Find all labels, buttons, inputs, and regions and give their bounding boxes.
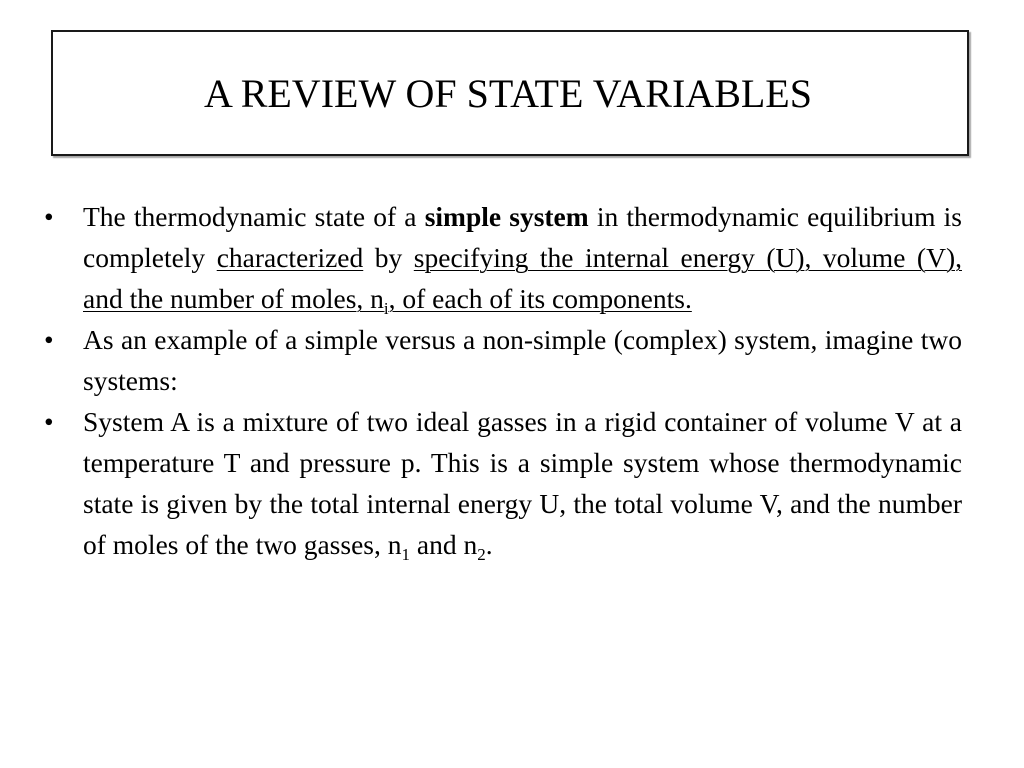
subscript: 1 xyxy=(401,545,410,564)
bullet-text: As an example of a simple versus a non-simple (complex) system, imagine two systems: xyxy=(83,324,962,396)
bullet-dot-icon: • xyxy=(44,406,54,437)
bullet-text: System A is a mixture of two ideal gasses in a rigid container of volume V at a temperature T and pressure p. This is a simple system whose thermodynamic state is given by the total internal energy U, the total volume V, and the number of moles of the two gasses, n xyxy=(83,406,962,560)
bullet-text: The thermodynamic state of a xyxy=(83,201,425,232)
bullet-item xyxy=(44,196,962,319)
bullet-dot-icon: • xyxy=(44,324,54,355)
bullet-item xyxy=(44,319,962,401)
subscript: i xyxy=(383,299,389,318)
bold-term: simple system xyxy=(424,201,589,232)
underlined-segment: specifying the internal energy (U), volume (V), and the number of moles, n xyxy=(83,242,962,314)
bullet-item xyxy=(44,401,962,565)
title-box xyxy=(51,30,969,156)
bullet-text: by xyxy=(363,242,414,273)
bullet-text: and n xyxy=(410,529,478,560)
underlined-text: characterized xyxy=(216,242,364,273)
slide-title: A REVIEW OF STATE VARIABLES xyxy=(204,70,812,116)
bullet-text: in thermodynamic equilibrium is completely xyxy=(83,201,962,273)
underlined-segment: , of each of its components. xyxy=(388,283,692,314)
bullet-list xyxy=(44,196,962,565)
subscript: 2 xyxy=(477,545,486,564)
bullet-text: . xyxy=(485,529,493,560)
bullet-dot-icon: • xyxy=(44,201,54,232)
